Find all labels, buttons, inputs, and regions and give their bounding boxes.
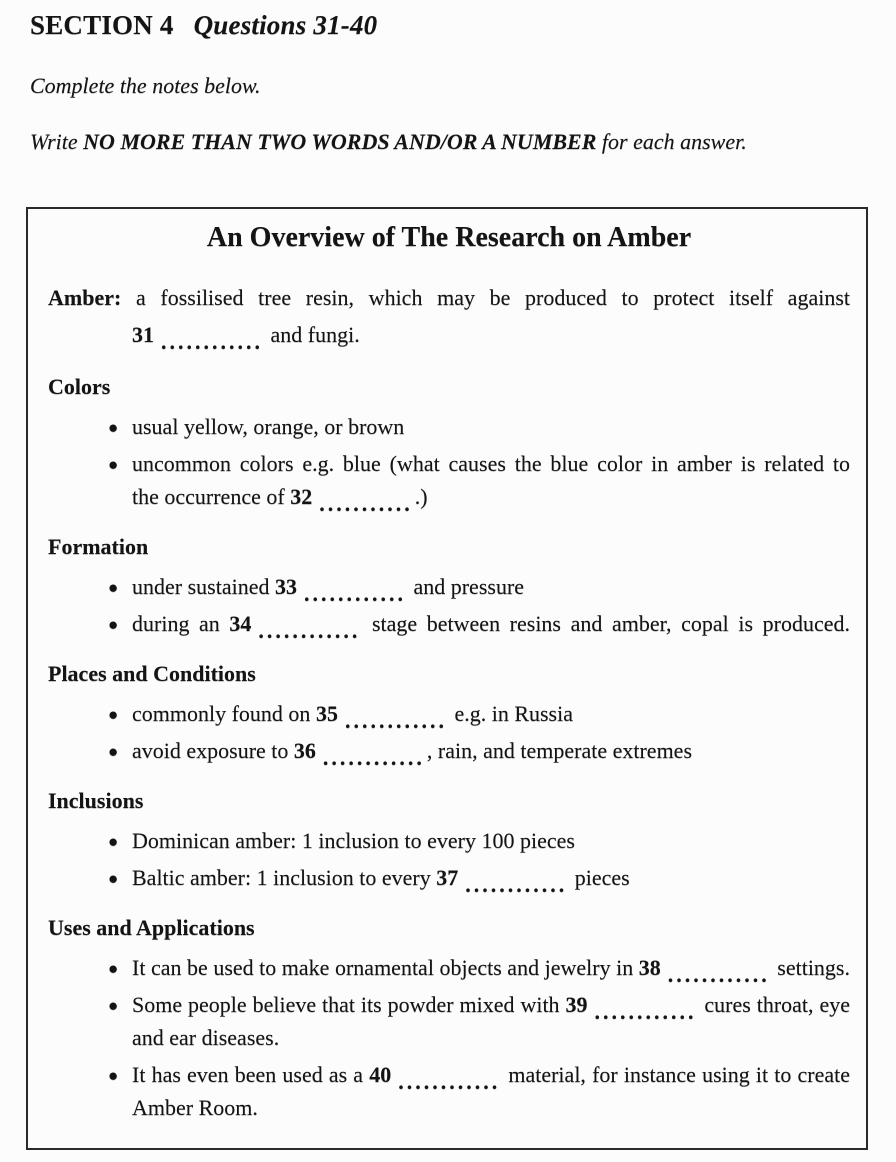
- bullet-item: [48, 447, 850, 516]
- note-text: e.g. in Russia: [448, 701, 573, 726]
- question-number: 34: [229, 611, 252, 636]
- note-line: [132, 1021, 850, 1054]
- note-line: [132, 697, 850, 733]
- section-heading: Colors: [48, 374, 111, 399]
- question-number: 40: [369, 1062, 392, 1087]
- bullet-item: [48, 570, 850, 606]
- bullet-icon: ●: [108, 959, 119, 978]
- answer-blank: ............: [161, 329, 263, 354]
- section-heading: Uses and Applications: [48, 915, 255, 940]
- amber-paragraph: [48, 279, 850, 353]
- answer-blank: ............: [398, 1069, 501, 1094]
- note-text: .): [414, 484, 428, 509]
- answer-blank: ............: [465, 872, 568, 897]
- note-section: [48, 372, 850, 516]
- note-text: and pressure: [407, 574, 525, 599]
- section-heading: Formation: [48, 534, 149, 559]
- bullet-item: [48, 861, 850, 897]
- write-prefix: Write: [30, 129, 84, 154]
- question-number: 31: [132, 322, 154, 347]
- bullet-item: [48, 607, 850, 643]
- note-line: [132, 861, 850, 897]
- note-text: pieces: [569, 865, 630, 890]
- notes-title: An Overview of The Research on Amber: [206, 222, 692, 253]
- section-heading: Places and Conditions: [48, 661, 256, 686]
- note-text: usual yellow, orange, or brown: [132, 414, 405, 439]
- note-text: Baltic amber: 1 inclusion to every: [132, 865, 437, 890]
- note-text: Some people believe that its powder mixed with: [132, 992, 566, 1017]
- note-text: the occurrence of: [132, 484, 291, 509]
- question-number: 38: [638, 955, 661, 980]
- note-text: avoid exposure to: [132, 738, 294, 763]
- note-line: [132, 824, 850, 857]
- answer-blank: ............: [667, 962, 770, 987]
- bullet-icon: ●: [108, 578, 119, 597]
- question-number: 36: [293, 738, 316, 763]
- note-line: [132, 607, 850, 643]
- bullet-item: [48, 410, 850, 443]
- note-text: Dominican amber: 1 inclusion to every 100 pieces: [132, 828, 575, 853]
- bullet-icon: ●: [108, 705, 119, 724]
- note-line: [132, 447, 850, 480]
- bullet-icon: ●: [108, 615, 119, 634]
- note-text: It has even been used as a: [132, 1062, 370, 1087]
- instruction-write: [30, 128, 747, 155]
- note-text: material, for instance using it to create: [502, 1062, 850, 1087]
- answer-blank: ............: [258, 618, 361, 643]
- note-line: [132, 988, 850, 1024]
- answer-blank: ...........: [319, 491, 413, 516]
- note-text: under sustained: [132, 574, 275, 599]
- write-suffix: for each answer.: [596, 129, 747, 154]
- bullet-icon: ●: [108, 869, 119, 888]
- note-text: , rain, and temperate extremes: [426, 738, 693, 763]
- instruction-complete: Complete the notes below.: [30, 73, 261, 98]
- bullet-icon: ●: [108, 996, 119, 1015]
- note-line: [48, 316, 850, 353]
- note-text: It can be used to make ornamental objects and jewelry in: [132, 955, 639, 980]
- question-number: 37: [436, 865, 459, 890]
- bullet-item: [48, 988, 850, 1054]
- note-line: [132, 480, 850, 516]
- note-text: stage between resins and amber, copal is produced.: [362, 611, 850, 636]
- question-number: 39: [565, 992, 588, 1017]
- note-text: settings.: [771, 955, 850, 980]
- note-section: [48, 913, 850, 1124]
- bold-label: Amber:: [48, 285, 122, 310]
- bullet-item: [48, 824, 850, 857]
- note-line: [132, 951, 850, 987]
- bullet-item: [48, 951, 850, 987]
- note-line: [132, 570, 850, 606]
- write-limit-emphasis: NO MORE THAN TWO WORDS AND/OR A NUMBER: [83, 129, 597, 154]
- section-heading: Inclusions: [48, 788, 144, 813]
- note-text: uncommon colors e.g. blue (what causes the blue color in amber is related to: [132, 451, 850, 476]
- note-text: during an: [132, 611, 230, 636]
- note-line: [48, 279, 850, 316]
- note-text: commonly found on: [132, 701, 316, 726]
- note-text: a fossilised tree resin, which may be produced to protect itself against: [121, 285, 850, 310]
- note-section: [48, 786, 850, 897]
- note-line: [132, 734, 850, 770]
- note-line: [132, 1058, 850, 1094]
- note-text: and ear diseases.: [132, 1025, 280, 1050]
- bullet-icon: ●: [108, 455, 119, 474]
- note-text: and fungi.: [265, 322, 360, 347]
- notes-box: [26, 207, 868, 1150]
- bullet-icon: ●: [108, 418, 119, 437]
- bullet-item: [48, 734, 850, 770]
- note-section: [48, 532, 850, 643]
- question-number: 32: [290, 484, 313, 509]
- questions-range-label: Questions 31-40: [193, 10, 378, 40]
- sections: [48, 372, 850, 1124]
- note-line: [132, 1091, 850, 1124]
- note-line: [132, 410, 850, 443]
- section-label: SECTION 4: [30, 10, 174, 40]
- bullet-item: [48, 697, 850, 733]
- question-number: 33: [274, 574, 297, 599]
- question-number: 35: [315, 701, 338, 726]
- note-text: Amber Room.: [132, 1095, 258, 1120]
- bullet-item: [48, 1058, 850, 1124]
- bullet-icon: ●: [108, 742, 119, 761]
- note-text: cures throat, eye: [698, 992, 850, 1017]
- section-header: [30, 8, 377, 42]
- note-section: [48, 659, 850, 770]
- answer-blank: ............: [303, 581, 406, 606]
- answer-blank: ............: [594, 999, 697, 1024]
- bullet-icon: ●: [108, 1066, 119, 1085]
- answer-blank: ............: [344, 708, 447, 733]
- bullet-icon: ●: [108, 832, 119, 851]
- answer-blank: ............: [322, 745, 425, 770]
